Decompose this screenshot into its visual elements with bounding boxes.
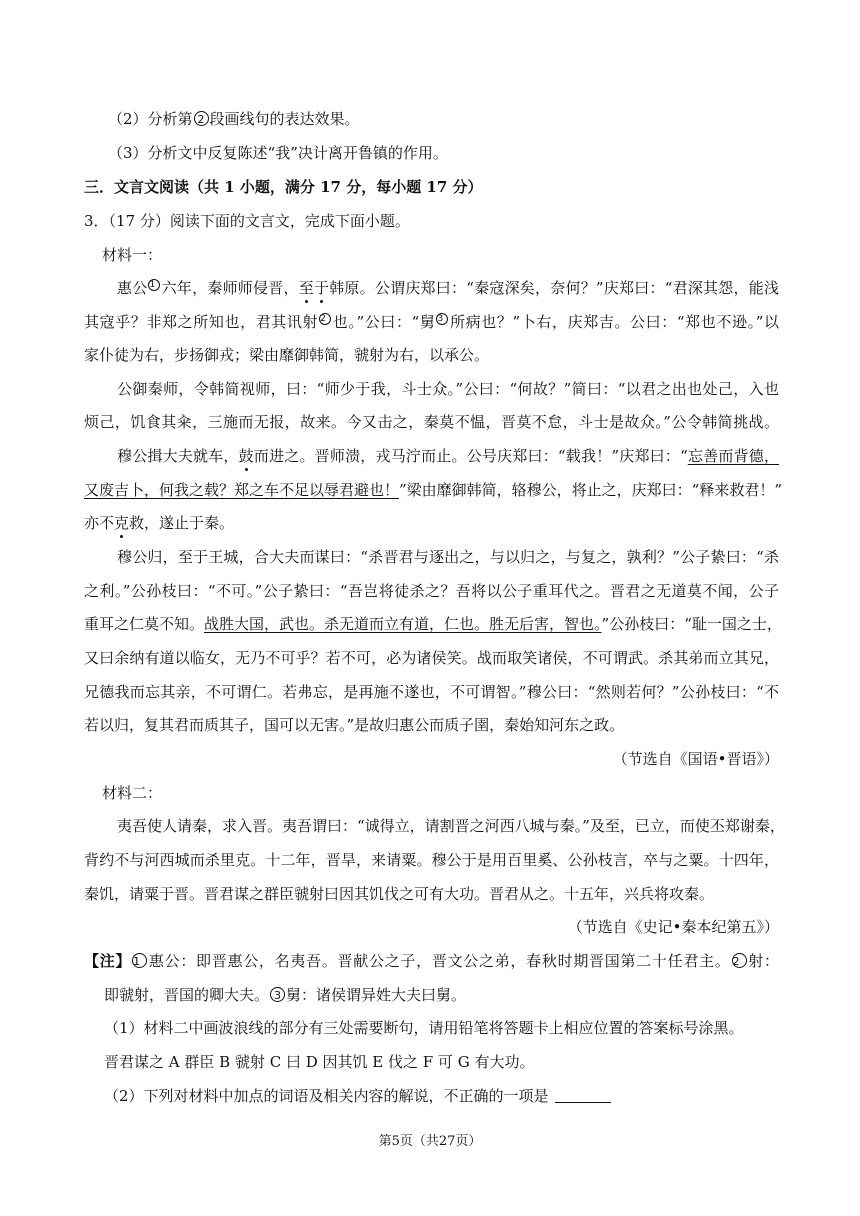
- question-3-1-options: 晋君谋之 A 群臣 B 虢射 C 曰 D 因其饥 E 伐之 F 可 G 有大功。: [104, 1053, 535, 1071]
- source-citation: （节选自《史记•秦本纪第五》）: [567, 918, 779, 936]
- question-3-1: （1）材料二中画波浪线的部分有三处需要断句，请用铅笔将答题卡上相应位置的答案标号涂黑。: [104, 1019, 744, 1037]
- underlined-sentence: 忘善而背德，: [687, 447, 779, 465]
- passage-line: 惠公 $^1$ 六年，秦师师侵晋，至于韩原。公谓庆郑曰：“秦寇深矣，奈何？”庆郑曰：“君深其怨，能浅: [117, 279, 779, 297]
- passage-line: 又曰余纳有道以临女，无乃不可乎？若不可，必为诸侯笑。战而取笑诸侯，不可谓武。杀其弟而立其兄，: [84, 649, 779, 667]
- passage-line: 兄德我而忘其亲，不可谓仁。若弗忘，是再施不遂也，不可谓智。”穆公曰：“然则若何？”公孙枝曰：“不: [84, 683, 779, 701]
- section-heading: 三．文言文阅读（共 1 小题，满分 17 分，每小题 17 分）: [84, 178, 483, 196]
- passage-line: 亦不克救，遂止于秦。: [84, 514, 235, 532]
- page-footer: 第5页（共27页）: [378, 1134, 482, 1149]
- dotted-char: 克: [114, 514, 130, 532]
- passage-line: 若以归，复其君而质其子，国可以无害。”是故归惠公而质子圉，秦始知河东之政。: [84, 716, 625, 734]
- dotted-char: 鼓: [238, 447, 254, 465]
- annotation-note: 即虢射，晋国的卿大夫。 3 舅：诸侯谓异姓大夫曰舅。: [104, 986, 467, 1004]
- passage-line: 之利。”公孙枝曰：“不可。”公子絷曰：“吾岂将徒杀之？吾将以公子重耳代之。晋君之无道莫不闻，公子: [84, 582, 779, 600]
- annotation-note: 【注】 1 惠公：即晋惠公，名夷吾。晋献公之子，晋文公之弟，春秋时期晋国第二十任君主。 2 射：: [84, 952, 779, 970]
- footnote-marker: 2: [732, 953, 747, 968]
- underlined-sentence: 又废吉卜，何我之载？郑之车不足以辱君避也！: [84, 481, 400, 499]
- footnote-marker: 3: [270, 987, 285, 1002]
- question-3-intro: 3．（17 分）阅读下面的文言文，完成下面小题。: [84, 212, 410, 230]
- passage-line: 烦己，饥食其籴，三施而无报，故来。今又击之，秦莫不愠，晋莫不怠，斗士是故众。”公令韩简挑战。: [84, 413, 779, 431]
- question-2-3: （3）分析文中反复陈述“我”决计离开鲁镇的作用。: [108, 144, 448, 162]
- passage-line: 又废吉卜，何我之载？郑之车不足以辱君避也！”梁由靡御韩简，辂穆公，将止之，庆郑曰：“释来救君！”: [84, 481, 783, 499]
- passage-line: 秦饥，请粟于晋。晋君谋之群臣虢射曰因其饥伐之可有大功。晋君从之。十五年，兴兵将攻秦。: [84, 885, 715, 903]
- passage-line: 背约不与河西城而杀里克。十二年，晋旱，来请粟。穆公于是用百里奚、公孙枝言，卒与之粟。十四年，: [84, 851, 779, 869]
- circled-number: 2: [194, 111, 209, 126]
- passage-line: 穆公归，至于王城，合大夫而谋曰：“杀晋君与逐出之，与以归之，与复之，孰利？”公子絷曰：“杀: [117, 548, 779, 566]
- footnote-marker: 3: [436, 313, 448, 325]
- answer-blank[interactable]: [555, 1088, 611, 1103]
- passage-line: 公御秦师，令韩简视师，曰：“师少于我，斗士众。”公曰：“何故？”简曰：“以君之出也处己，入也: [117, 380, 779, 398]
- source-citation: （节选自《国语•晋语》）: [612, 750, 779, 768]
- dotted-char: 于: [313, 279, 330, 297]
- dotted-char: 至: [298, 279, 314, 297]
- passage-line: 其寇乎？非郑之所知也，君其讯射 $^2$ 也。”公曰：“舅 $^3$ 所病也？”卜右，庆郑吉。公曰：“郑也不逊。”以: [84, 313, 779, 331]
- passage-line: 家仆徒为右，步扬御戎；梁由靡御韩简，虢射为右，以承公。: [84, 346, 490, 364]
- passage-line: 夷吾使人请秦，求入晋。夷吾谓曰：“诚得立，请割晋之河西八城与秦。”及至，已立，而使丕郑谢秦，: [117, 817, 785, 835]
- question-3-2: （2）下列对材料中加点的词语及相关内容的解说，不正确的一项是: [104, 1086, 611, 1106]
- material-1-label: 材料一：: [102, 246, 163, 264]
- underlined-sentence: 战胜大国，武也。杀无道而立有道，仁也。胜无后害，智也。: [204, 615, 602, 633]
- question-2-2: （2）分析第 2 段画线句的表达效果。: [108, 110, 360, 128]
- material-2-label: 材料二：: [102, 784, 163, 802]
- footnote-marker: 1: [132, 953, 147, 968]
- footnote-marker: 1: [148, 279, 160, 291]
- passage-line: 重耳之仁莫不知。战胜大国，武也。杀无道而立有道，仁也。胜无后害，智也。”公孙枝曰：“耻一国之士，: [84, 615, 782, 633]
- footnote-marker: 2: [319, 313, 331, 325]
- passage-line: 穆公揖大夫就车，鼓而进之。晋师溃，戎马泞而止。公号庆郑曰：“载我！”庆郑曰：“忘善而背德，: [117, 447, 779, 465]
